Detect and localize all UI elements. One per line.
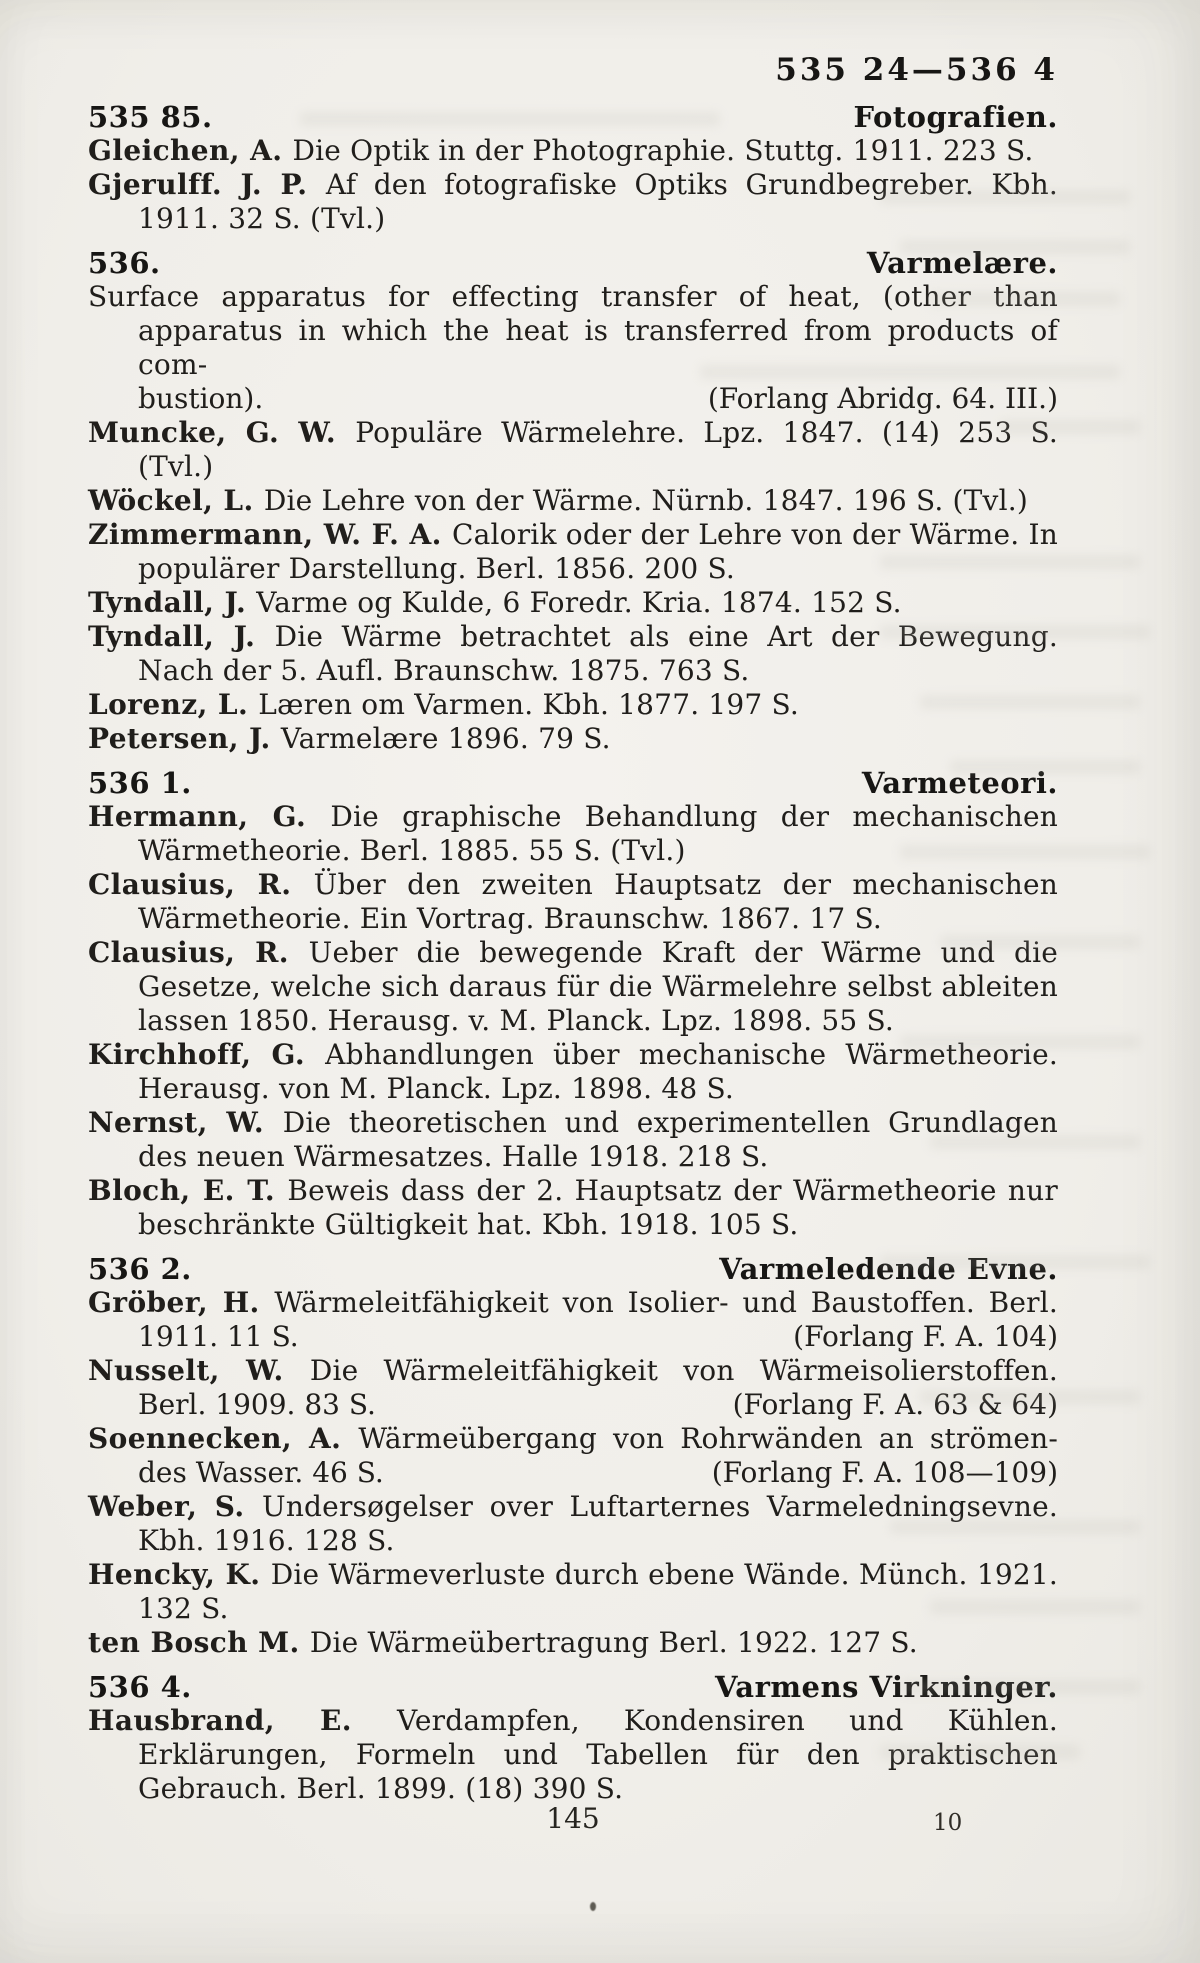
bib-entry [88, 1286, 1058, 1354]
section-title: Varmelære. [866, 246, 1058, 280]
bib-entry [88, 484, 1058, 518]
bib-entry [88, 280, 1058, 416]
section-title: Varmeteori. [861, 766, 1058, 800]
bib-entry [88, 586, 1058, 620]
entry-body [88, 1174, 1058, 1242]
ink-speck [590, 1902, 596, 1911]
entry-author: Wöckel, L. [88, 484, 264, 517]
entry-text: Die Wärmeleitfähigkeit von Wärmeisolierstoffen. [309, 1354, 1058, 1387]
bib-entry [88, 688, 1058, 722]
bleed-through-artifact [700, 365, 1120, 379]
bleed-through-artifact [930, 1135, 1140, 1149]
entry-author: Hausbrand, E. [88, 1704, 398, 1737]
entry-author: Gleichen, A. [88, 134, 293, 167]
entry-source-note: (Forlang F. A. 63 & 64) [732, 1388, 1058, 1421]
entry-text: Varmelære 1896. 79 S. [280, 722, 611, 755]
section-header [88, 766, 1058, 800]
entry-author: Lorenz, L. [88, 688, 259, 721]
section-number: 535 85. [88, 100, 213, 134]
page-number: 145 [546, 1802, 600, 1835]
bib-entry [88, 518, 1058, 586]
entry-author: Nusselt, W. [88, 1354, 310, 1387]
entry-text: Varme og Kulde, 6 Foredr. Kria. 1874. 152 S. [256, 586, 902, 619]
entry-source-note: (Forlang Abridg. 64. III.) [707, 382, 1058, 415]
bleed-through-artifact [950, 760, 1140, 774]
entry-body [88, 1558, 1058, 1626]
entry-author: Clausius, R. [88, 868, 314, 901]
entry-author: Tyndall, J. [88, 586, 257, 619]
bleed-through-artifact [1000, 420, 1140, 434]
bleed-through-artifact [880, 1745, 1080, 1759]
entry-text: Die Wärmeverluste durch ebene Wände. Münch. 1921. 132 S. [138, 1558, 1058, 1625]
section-entries [88, 134, 1058, 236]
bib-entry [88, 416, 1058, 484]
bib-entry [88, 936, 1058, 1038]
bleed-through-artifact [920, 1390, 1140, 1404]
entry-text: Die Optik in der Photographie. Stuttg. 1911. 223 S. [292, 134, 1034, 167]
bleed-through-artifact [880, 1255, 1150, 1269]
bib-entry [88, 868, 1058, 936]
section-number: 536 4. [88, 1670, 192, 1704]
entry-author: Clausius, R. [88, 936, 309, 969]
entry-body [88, 586, 1058, 620]
entry-tail: Berl. 1909. 83 S. [138, 1388, 376, 1421]
section-title: Varmens Virkninger. [714, 1670, 1058, 1704]
bib-entry [88, 1422, 1058, 1490]
bleed-through-artifact [900, 845, 1150, 859]
bleed-through-artifact [880, 190, 1130, 204]
bleed-through-artifact [300, 112, 720, 126]
bleed-through-artifact [890, 1520, 1140, 1534]
section-entries [88, 280, 1058, 756]
entry-author: Hencky, K. [88, 1558, 271, 1591]
entry-text: Beweis dass der 2. Hauptsatz der Wärmetheorie nur beschränkte Gültigkeit hat. Kbh. 1918. 105 S. [138, 1174, 1058, 1241]
bib-entry [88, 722, 1058, 756]
entry-text: Die theoretischen und experimentellen Grundlagen des neuen Wärmesatzes. Halle 1918. 218 S. [138, 1106, 1058, 1173]
entry-author: Weber, S. [88, 1490, 263, 1523]
entry-tail: des Wasser. 46 S. [138, 1456, 384, 1489]
bib-entry [88, 1558, 1058, 1626]
entry-text: Populäre Wärmelehre. Lpz. 1847. (14) 253 S. (Tvl.) [138, 416, 1058, 483]
entry-text: Wärmeübergang von Rohrwänden an strömen- [358, 1422, 1058, 1455]
entry-source-note: (Forlang F. A. 108—109) [711, 1456, 1058, 1489]
entry-body [88, 416, 1058, 484]
entry-body [88, 722, 1058, 756]
entry-tail: bustion). [138, 382, 264, 415]
entry-text: Wärmeleitfähigkeit von Isolier- und Baustoffen. Berl. [274, 1286, 1058, 1319]
entry-text: Verdampfen, Kondensiren und Kühlen. Erklärungen, Formeln und Tabellen für den praktischen Gebrauch. Berl. 1899. (18) 390 S. [138, 1704, 1058, 1805]
signature-number: 10 [933, 1810, 963, 1836]
bleed-through-artifact [900, 1035, 1140, 1049]
running-header [88, 52, 1058, 88]
entry-noteline [88, 1320, 1058, 1354]
bib-entry [88, 134, 1058, 168]
bleed-through-artifact [930, 292, 1120, 306]
bib-section [88, 1252, 1058, 1660]
entry-text: Læren om Varmen. Kbh. 1877. 197 S. [258, 688, 800, 721]
section-number: 536 2. [88, 1252, 192, 1286]
bibliography [88, 100, 1058, 1806]
entry-body [88, 484, 1058, 518]
entry-noteline [88, 382, 1058, 416]
entry-author: Hermann, G. [88, 800, 331, 833]
entry-text: Af den fotografiske Optiks Grundbegreber. Kbh. 1911. 32 S. (Tvl.) [138, 168, 1058, 235]
entry-body [88, 1286, 1058, 1320]
entry-body [88, 1626, 1058, 1660]
section-title: Fotografien. [853, 100, 1058, 134]
entry-author: Bloch, E. T. [88, 1174, 288, 1207]
entry-text: Über den zweiten Hauptsatz der mechanischen Wärmetheorie. Ein Vortrag. Braunschw. 1867. 17 S. [138, 868, 1058, 935]
bib-entry [88, 1174, 1058, 1242]
entry-body [88, 868, 1058, 936]
entry-author: ten Bosch M. [88, 1626, 310, 1659]
entry-text: Ueber die bewegende Kraft der Wärme und die Gesetze, welche sich daraus für die Wärmelehre selbst ableiten lassen 1850. Herausg. v. M. Planck. Lpz. 1898. 55 S. [138, 936, 1058, 1037]
entry-text: Die Wärme betrachtet als eine Art der Bewegung. Nach der 5. Aufl. Braunschw. 1875. 763 S. [138, 620, 1059, 687]
entry-text: Abhandlungen über mechanische Wärmetheorie. Herausg. von M. Planck. Lpz. 1898. 48 S. [138, 1038, 1058, 1105]
entry-source-note: (Forlang F. A. 104) [793, 1320, 1058, 1353]
entry-author: Gröber, H. [88, 1286, 275, 1319]
entry-author: Soennecken, A. [88, 1422, 359, 1455]
bib-section [88, 766, 1058, 1242]
section-number: 536 1. [88, 766, 192, 800]
bleed-through-artifact [900, 240, 1130, 254]
bib-entry [88, 1106, 1058, 1174]
entry-tail: 1911. 11 S. [138, 1320, 299, 1353]
entry-author: Petersen, J. [88, 722, 281, 755]
entry-noteline [88, 1456, 1058, 1490]
entry-body [88, 936, 1058, 1038]
entry-text: Calorik oder der Lehre von der Wärme. In populärer Darstellung. Berl. 1856. 200 S. [138, 518, 1059, 585]
section-entries [88, 800, 1058, 1242]
entry-author: Kirchhoff, G. [88, 1038, 326, 1071]
entry-body [88, 1106, 1058, 1174]
entry-body [88, 518, 1058, 586]
bib-section [88, 246, 1058, 756]
entry-author: Gjerulff. J. P. [88, 168, 326, 201]
entry-author: Zimmermann, W. F. A. [88, 518, 452, 551]
entry-noteline [88, 1388, 1058, 1422]
entry-body [88, 1354, 1058, 1388]
bleed-through-artifact [900, 1680, 1140, 1694]
entry-author: Muncke, G. W. [88, 416, 356, 449]
section-number: 536. [88, 246, 161, 280]
bleed-through-artifact [920, 695, 1140, 709]
entry-text: Surface apparatus for effecting transfer of heat, (other than apparatus in which the heat is transferred from products of com- [88, 280, 1058, 381]
entry-text: Die graphische Behandlung der mechanischen Wärmetheorie. Berl. 1885. 55 S. (Tvl.) [138, 800, 1058, 867]
entry-text: Undersøgelser over Luftarternes Varmeledningsevne. Kbh. 1916. 128 S. [138, 1490, 1058, 1557]
entry-body [88, 134, 1058, 168]
header-classmark-range: 535 24—536 4 [775, 52, 1058, 88]
entry-text: Die Lehre von der Wärme. Nürnb. 1847. 196 S. (Tvl.) [263, 484, 1028, 517]
section-title: Varmeledende Evne. [719, 1252, 1058, 1286]
bleed-through-artifact [880, 625, 1150, 639]
bleed-through-artifact [930, 1600, 1140, 1614]
bleed-through-artifact [940, 935, 1140, 949]
bib-entry [88, 1354, 1058, 1422]
entry-author: Tyndall, J. [88, 620, 275, 653]
entry-text: Die Wärmeübertragung Berl. 1922. 127 S. [309, 1626, 918, 1659]
bib-entry [88, 1626, 1058, 1660]
entry-author: Nernst, W. [88, 1106, 283, 1139]
bleed-through-artifact [880, 555, 1140, 569]
entry-body [88, 1422, 1058, 1456]
entry-body [88, 688, 1058, 722]
section-entries [88, 1286, 1058, 1660]
